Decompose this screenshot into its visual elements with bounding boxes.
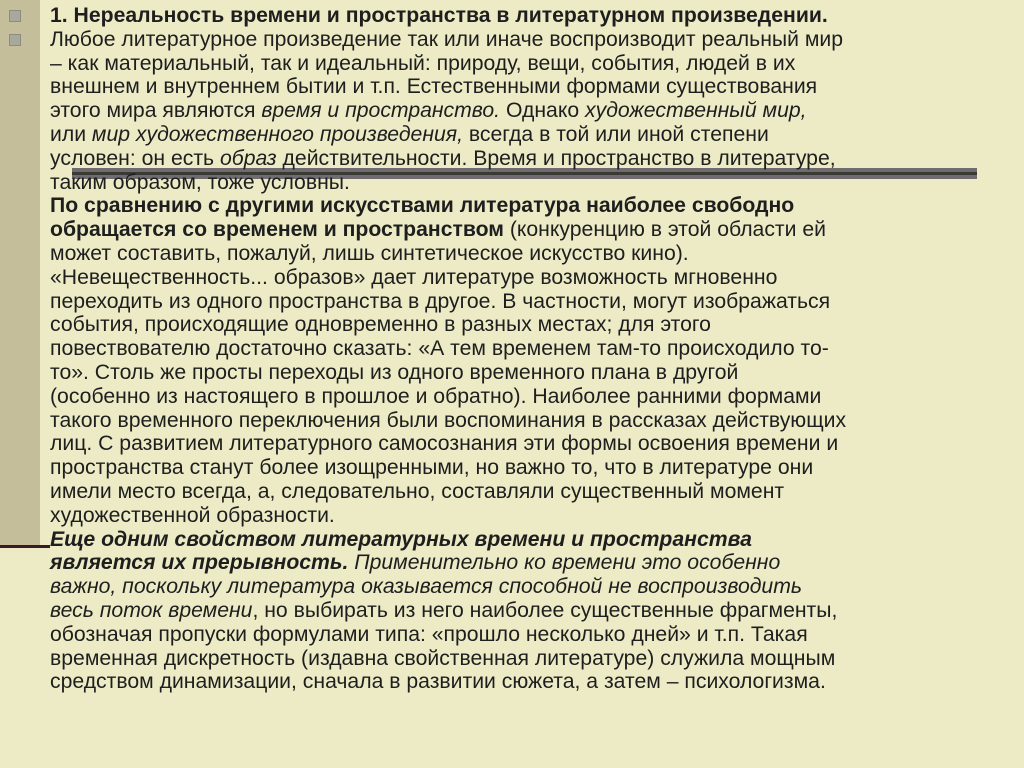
paragraph-discontinuity: [50, 528, 1015, 695]
text-line: [50, 147, 1015, 171]
text-segment: всегда в той или иной степени: [462, 122, 769, 146]
text-line: [50, 480, 1015, 504]
text-segment: действительности. Время и пространство в литературе,: [276, 146, 836, 170]
text-segment: внешнем и внутреннем бытии и т.п. Естественными формами существования: [50, 75, 818, 99]
text-segment: – как материальный, так и идеальный: природу, вещи, события, людей в их: [50, 51, 796, 75]
text-segment: или: [50, 122, 92, 146]
text-segment: переходить из одного пространства в другое. В частности, могут изображаться: [50, 289, 831, 313]
text-line: [50, 456, 1015, 480]
text-segment: обращается со временем и пространством: [50, 218, 504, 242]
text-line: [50, 599, 1015, 623]
text-segment: средством динамизации, сначала в развитии сюжета, а затем – психологизма.: [50, 670, 826, 694]
text-line: [50, 266, 1015, 290]
text-line: [50, 123, 1015, 147]
text-segment: , но выбирать из него наиболее существенные фрагменты,: [252, 598, 838, 622]
text-segment: художественный мир,: [585, 99, 807, 123]
text-line: [50, 361, 1015, 385]
text-segment: имели место всегда, а, следовательно, составляли существенный момент: [50, 479, 785, 503]
text-segment: такого временного переключения были воспоминания в рассказах действующих: [50, 408, 847, 432]
paragraph-freedom: [50, 194, 1015, 527]
text-segment: мир художественного произведения,: [91, 122, 463, 146]
text-segment: может составить, пожалуй, лишь синтетическое искусство кино).: [50, 241, 689, 265]
text-segment: пространства станут более изощренными, но важно то, что в литературе они: [50, 456, 814, 480]
left-decor-panel: [0, 0, 40, 545]
slide-title: 1. Нереальность времени и пространства в литературном произведении.: [50, 4, 828, 27]
text-segment: важно, поскольку литература оказывается способной не воспроизводить: [50, 575, 803, 599]
text-segment: Любое литературное произведение так или иначе воспроизводит реальный мир: [50, 27, 844, 51]
text-segment: По сравнению с другими искусствами литература наиболее свободно: [50, 194, 795, 218]
text-segment: Еще одним свойством литературных времени и пространства: [50, 527, 752, 551]
text-line: [50, 171, 1015, 195]
text-line: [50, 528, 1015, 552]
bullet-square-icon: [9, 10, 21, 22]
bullet-square-icon: [9, 34, 21, 46]
text-segment: Применительно ко времени это особенно: [348, 551, 781, 575]
text-segment: весь поток времени: [50, 598, 253, 622]
text-line: [50, 504, 1015, 528]
text-line: [50, 551, 1015, 575]
text-line: [50, 623, 1015, 647]
text-line: [50, 670, 1015, 694]
left-decor-line: [0, 545, 50, 548]
text-segment: лиц. С развитием литературного самосознания эти формы освоения времени и: [50, 432, 839, 456]
text-line: [50, 409, 1015, 433]
text-line: [50, 385, 1015, 409]
text-line: [50, 28, 1015, 52]
text-line: [50, 432, 1015, 456]
text-segment: этого мира являются: [50, 99, 262, 123]
text-segment: повествователю достаточно сказать: «А тем временем там-то происходило то-: [50, 337, 829, 361]
text-segment: таким образом, тоже условны.: [50, 170, 350, 194]
text-segment: Однако: [500, 99, 586, 123]
text-segment: события, происходящие одновременно в разных местах; для этого: [50, 313, 711, 337]
text-segment: является их прерывность.: [50, 551, 349, 575]
text-segment: художественной образности.: [50, 503, 335, 527]
text-segment: «Невещественность... образов» дает литературе возможность мгновенно: [50, 265, 778, 289]
text-line: [50, 99, 1015, 123]
text-line: [50, 313, 1015, 337]
text-segment: то». Столь же просты переходы из одного временного плана в другой: [50, 360, 739, 384]
text-segment: (особенно из настоящего в прошлое и обратно). Наиболее ранними формами: [50, 384, 822, 408]
paragraph-reality: [50, 28, 1015, 195]
text-line: [50, 194, 1015, 218]
text-segment: условен: он есть: [50, 146, 220, 170]
text-segment: обозначая пропуски формулами типа: «прошло несколько дней» и т.п. Такая: [50, 622, 808, 646]
text-line: [50, 337, 1015, 361]
text-line: [50, 647, 1015, 671]
text-segment: временная дискретность (издавна свойственная литературе) служила мощным: [50, 646, 836, 670]
text-line: [50, 575, 1015, 599]
text-line: [50, 52, 1015, 76]
text-line: [50, 242, 1015, 266]
text-line: [50, 75, 1015, 99]
text-segment: (конкуренцию в этой области ей: [503, 218, 826, 242]
text-line: [50, 218, 1015, 242]
text-line: [50, 290, 1015, 314]
slide-content: [50, 4, 1015, 694]
text-segment: образ: [220, 146, 277, 170]
text-segment: время и пространство.: [261, 99, 501, 123]
